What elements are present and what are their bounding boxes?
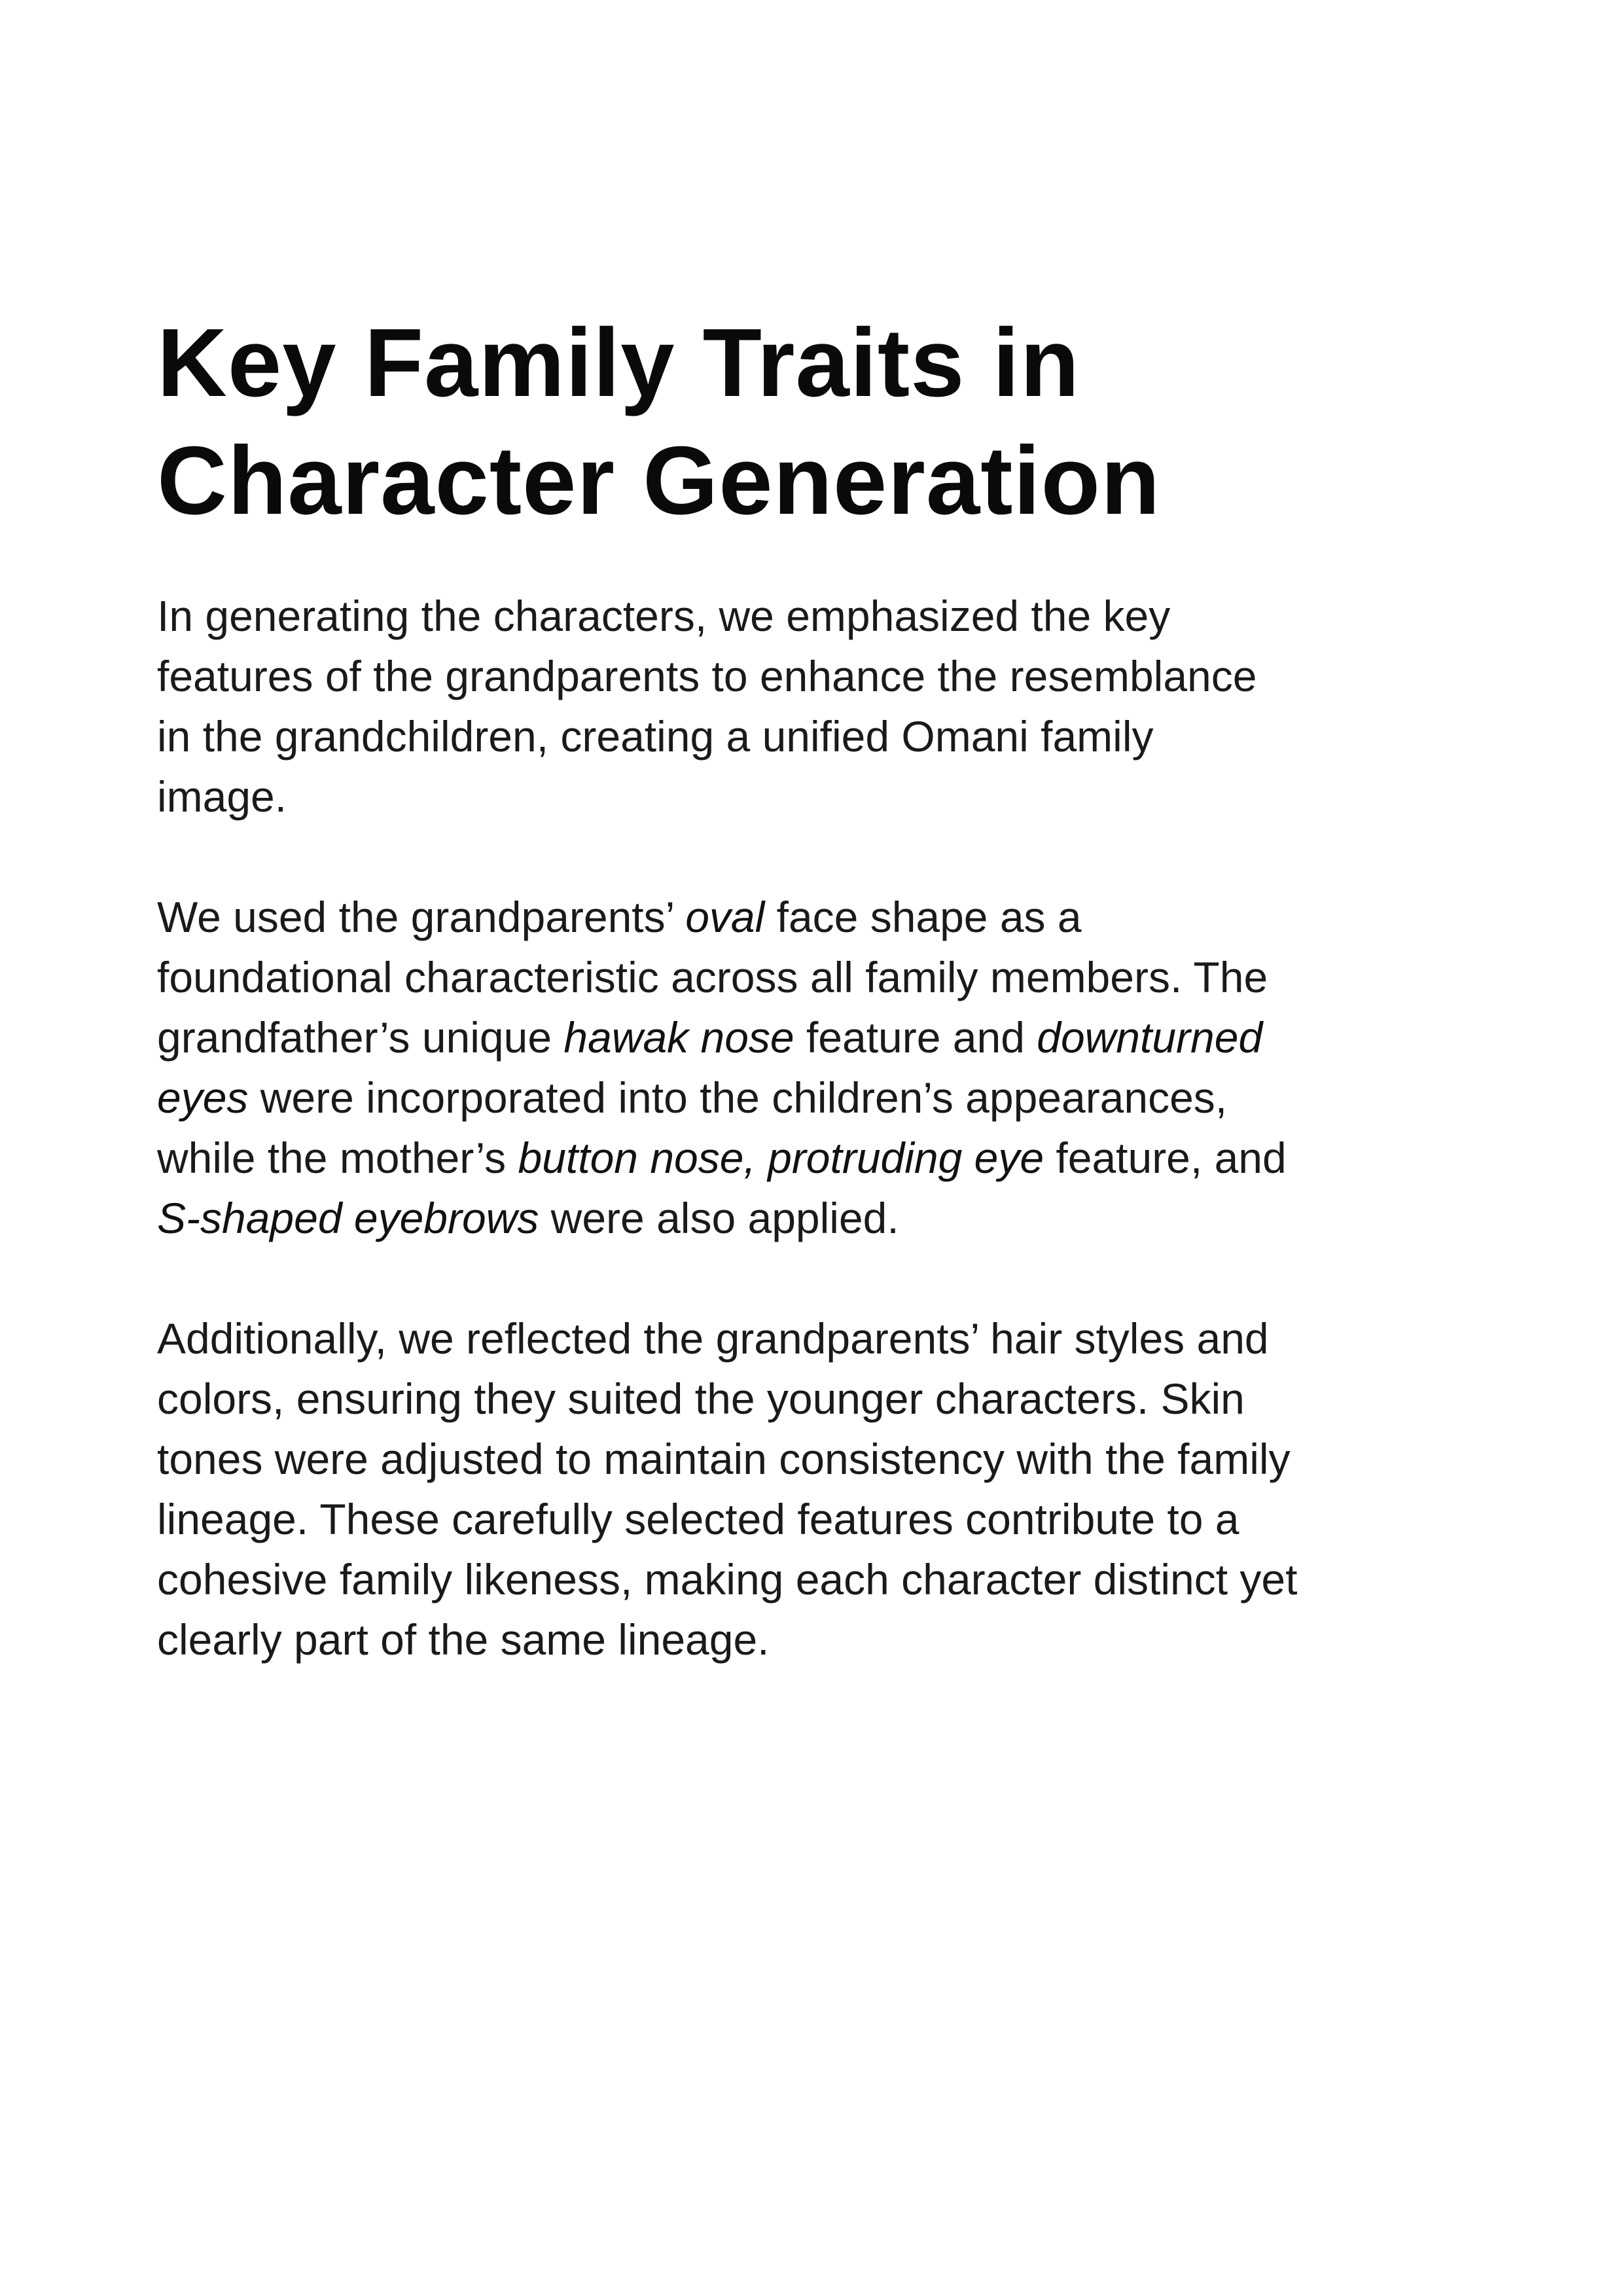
- text-line: foundational characteristic across all family members. The: [157, 953, 1268, 1001]
- text-run: grandfather’s unique: [157, 1013, 564, 1062]
- text-run: were incorporated into the children’s appearances,: [248, 1073, 1228, 1122]
- text-line: [157, 1128, 1505, 1188]
- text-line: image.: [157, 772, 287, 821]
- text-line: [157, 1067, 1505, 1128]
- text-run: were also applied.: [539, 1194, 899, 1242]
- text-line: Additionally, we reflected the grandparents’ hair styles and: [157, 1314, 1269, 1363]
- text-run: feature and: [794, 1013, 1037, 1062]
- emphasized-term: oval: [685, 893, 765, 941]
- page-title: [157, 304, 1505, 540]
- text-line: In generating the characters, we emphasized the key: [157, 592, 1171, 640]
- text-line: cohesive family likeness, making each character distinct yet: [157, 1555, 1298, 1604]
- features-paragraph: [157, 887, 1505, 1248]
- text-line: [157, 1188, 1505, 1248]
- title-line: Character Generation: [157, 427, 1161, 535]
- text-line: [157, 887, 1505, 947]
- emphasized-term: button nose, protruding eye: [518, 1134, 1044, 1182]
- intro-paragraph: [157, 586, 1505, 827]
- text-run: while the mother’s: [157, 1134, 518, 1182]
- text-line: [157, 1007, 1505, 1067]
- text-run: feature, and: [1044, 1134, 1287, 1182]
- additional-paragraph: [157, 1308, 1505, 1670]
- text-line: colors, ensuring they suited the younger characters. Skin: [157, 1374, 1245, 1423]
- emphasized-term: S-shaped eyebrows: [157, 1194, 539, 1242]
- text-run: We used the grandparents’: [157, 893, 686, 941]
- page-content: [157, 304, 1505, 1670]
- text-line: tones were adjusted to maintain consistency with the family: [157, 1435, 1291, 1483]
- text-line: lineage. These carefully selected features contribute to a: [157, 1495, 1240, 1543]
- emphasized-term: downturned: [1037, 1013, 1263, 1062]
- text-line: clearly part of the same lineage.: [157, 1615, 770, 1664]
- text-line: features of the grandparents to enhance the resemblance: [157, 652, 1257, 700]
- text-run: face shape as a: [764, 893, 1082, 941]
- title-line: Key Family Traits in: [157, 309, 1080, 417]
- text-line: in the grandchildren, creating a unified Omani family: [157, 712, 1154, 761]
- emphasized-term: eyes: [157, 1073, 249, 1122]
- emphasized-term: hawak nose: [563, 1013, 794, 1062]
